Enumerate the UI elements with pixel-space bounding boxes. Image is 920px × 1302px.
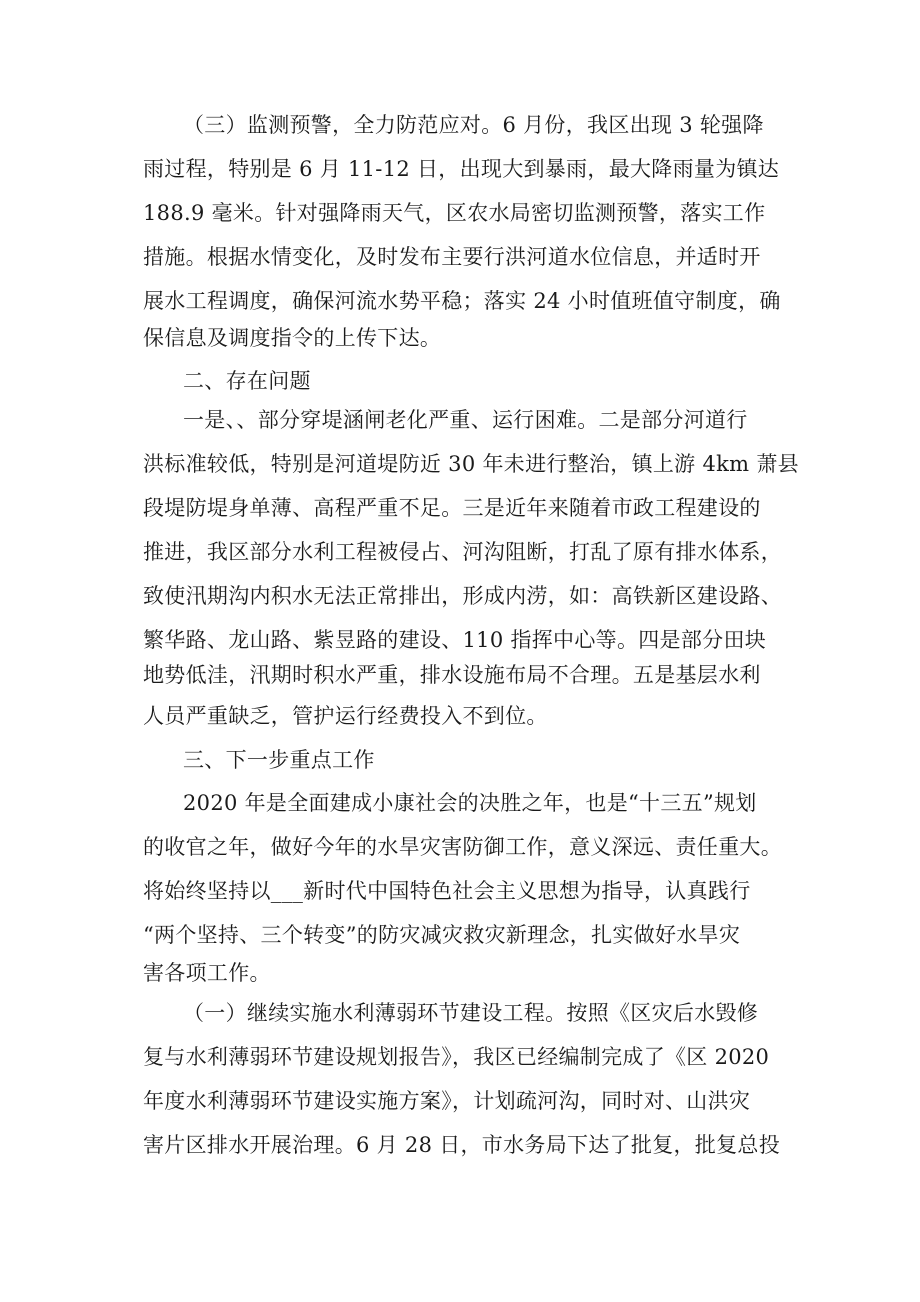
paragraph-line: 洪标准较低，特别是河道堤防近 30 年未进行整治，镇上游 4km 萧县 [143, 452, 799, 476]
paragraph-line: 将始终坚持以___新时代中国特色社会主义思想为指导，认真践行 [143, 879, 751, 903]
paragraph-line: 年度水利薄弱环节建设实施方案》，计划疏河沟，同时对、山洪灾 [143, 1089, 751, 1113]
paragraph-line: 的收官之年，做好今年的水旱灾害防御工作，意义深远、责任重大。 [143, 835, 782, 859]
paragraph-line: 害片区排水开展治理。6 月 28 日，市水务局下达了批复，批复总投 [143, 1133, 781, 1157]
paragraph-line: 段堤防堤身单薄、高程严重不足。三是近年来随着市政工程建设的 [143, 496, 761, 520]
paragraph-line: 188.9 毫米。针对强降雨天气，区农水局密切监测预警，落实工作 [143, 201, 766, 225]
section-heading: 二、存在问题 [183, 369, 311, 393]
paragraph-line: 人员严重缺乏，管护运行经费投入不到位。 [143, 704, 548, 728]
paragraph-line: 复与水利薄弱环节建设规划报告》，我区已经编制完成了《区 2020 [143, 1045, 770, 1069]
paragraph-line: 2020 年是全面建成小康社会的决胜之年，也是“十三五”规划 [183, 791, 757, 815]
section-heading: 三、下一步重点工作 [183, 748, 375, 772]
paragraph-line: 害各项工作。 [143, 961, 271, 985]
paragraph-line: （一）继续实施水利薄弱环节建设工程。按照《区灾后水毁修 [183, 1001, 759, 1025]
paragraph-line: （三）监测预警，全力防范应对。6 月份，我区出现 3 轮强降 [183, 113, 764, 137]
paragraph-line: 保信息及调度指令的上传下达。 [143, 326, 442, 350]
paragraph-line: “两个坚持、三个转变”的防灾减灾救灾新理念，扎实做好水旱灾 [143, 923, 741, 947]
paragraph-line: 致使汛期沟内积水无法正常排出，形成内涝，如：高铁新区建设路、 [143, 584, 782, 608]
paragraph-line: 展水工程调度，确保河流水势平稳；落实 24 小时值班值守制度，确 [143, 289, 781, 313]
paragraph-line: 一是、、部分穿堤涵闸老化严重、运行困难。二是部分河道行 [183, 408, 748, 432]
paragraph-line: 推进，我区部分水利工程被侵占、河沟阻断，打乱了原有排水体系， [143, 540, 782, 564]
paragraph-line: 雨过程，特别是 6 月 11-12 日，出现大到暴雨，最大降雨量为镇达 [143, 157, 780, 181]
paragraph-line: 措施。根据水情变化，及时发布主要行洪河道水位信息，并适时开 [143, 245, 761, 269]
paragraph-line: 繁华路、龙山路、紫昱路的建设、110 指挥中心等。四是部分田块 [143, 628, 767, 652]
paragraph-line: 地势低洼，汛期时积水严重，排水设施布局不合理。五是基层水利 [143, 663, 761, 687]
